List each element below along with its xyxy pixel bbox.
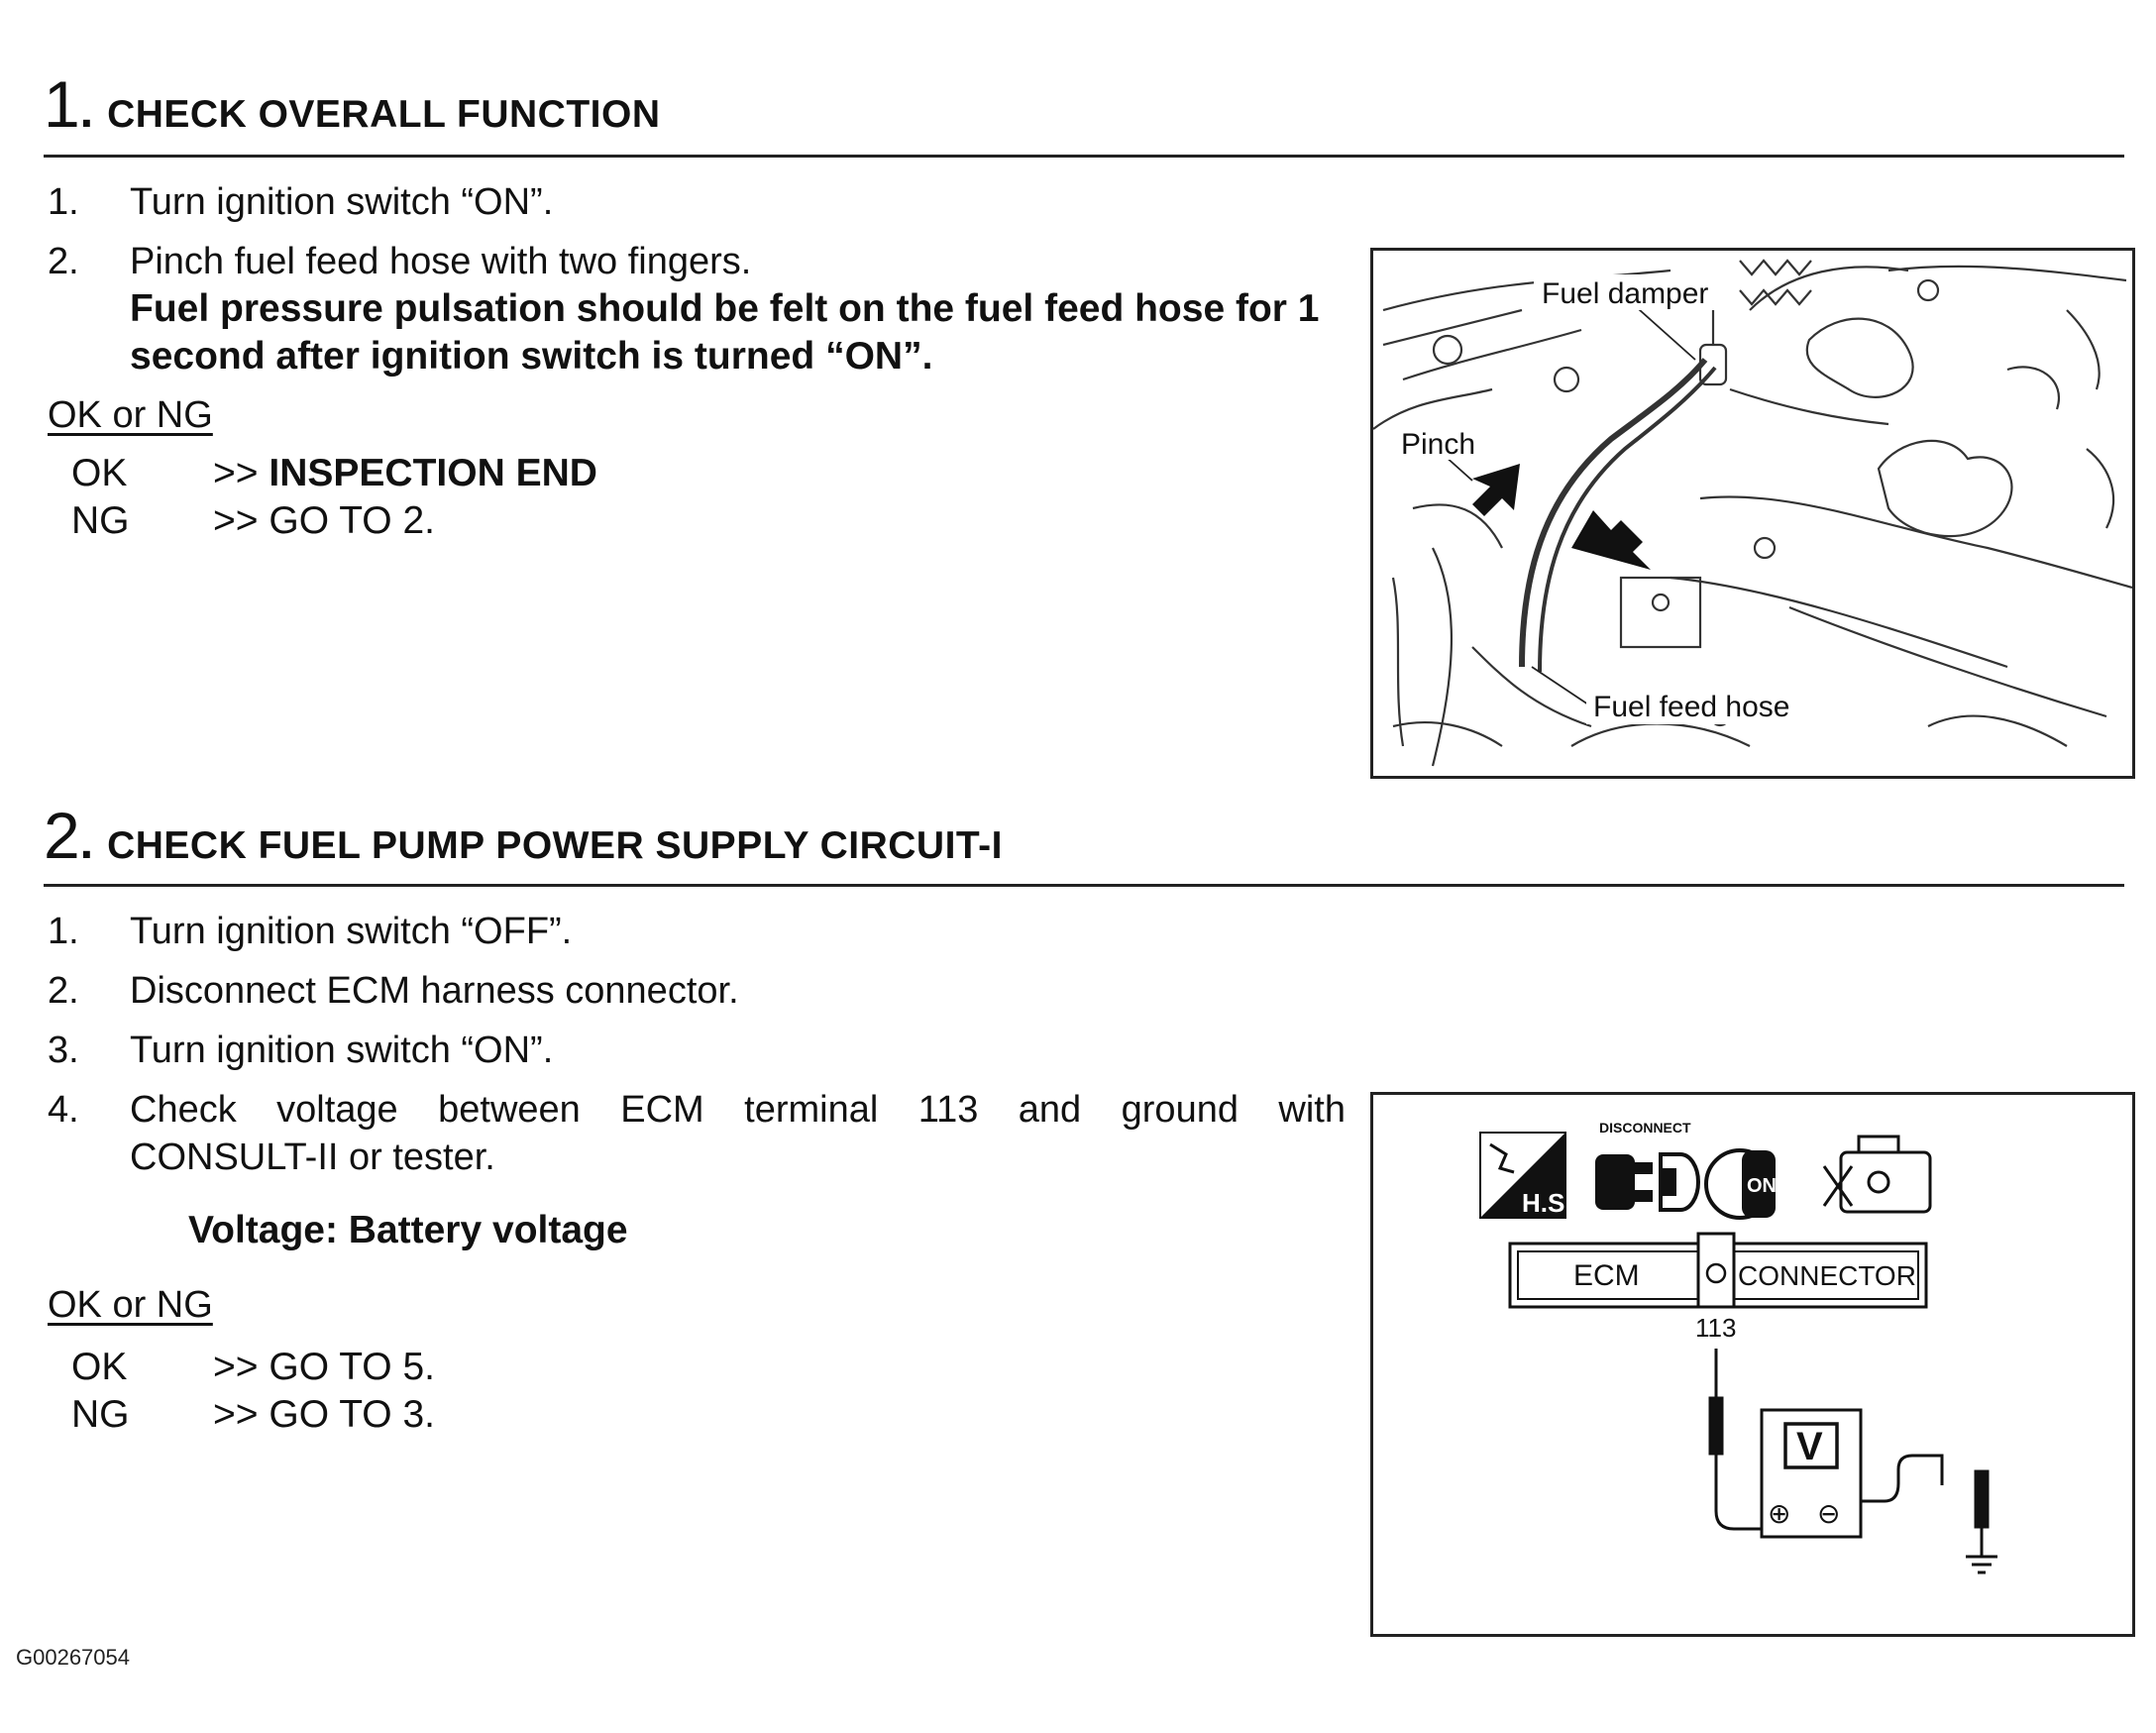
step-text: Pinch fuel feed hose with two fingers. [130, 241, 752, 282]
section-2-title: CHECK FUEL PUMP POWER SUPPLY CIRCUIT-I [107, 824, 1003, 867]
connector-label: CONNECTOR [1738, 1260, 1916, 1291]
hs-label: H.S. [1522, 1188, 1572, 1218]
step-text: Turn ignition switch “OFF”. [130, 911, 573, 952]
engine-icon [1824, 1137, 1930, 1212]
section-1-ok-or-ng: OK or NG [48, 394, 213, 436]
section-2-dot: . [79, 816, 94, 869]
step-text-line-2: CONSULT-II or tester. [130, 1137, 495, 1178]
label-fuel-damper: Fuel damper [1542, 277, 1709, 310]
voltage-spec: Voltage: Battery voltage [188, 1209, 628, 1251]
result-key: NG [71, 499, 130, 542]
step-text: Turn ignition switch “ON”. [130, 1029, 554, 1071]
step-number: 2. [48, 241, 79, 282]
section-1-divider [44, 155, 2124, 158]
result-arrow: >> [213, 1393, 270, 1436]
result-value: GO TO 5. [269, 1346, 436, 1388]
step-text-line-1: Check voltage between ECM terminal 113 and ground with [130, 1089, 1346, 1131]
engine-bay-illustration [1373, 251, 2132, 776]
step-important-note: Fuel pressure pulsation should be felt on the fuel feed hose for 1 second after ignition switch is turned “ON”. [130, 287, 1320, 378]
label-pinch: Pinch [1401, 428, 1476, 461]
result-arrow: >> [213, 499, 270, 542]
fuel-feed-hose-figure [1370, 248, 2135, 779]
section-2-result-ok [71, 1344, 435, 1391]
step-number: 2. [48, 970, 79, 1012]
ecm-connector [1510, 1234, 1926, 1307]
step-number: 1. [48, 911, 79, 952]
minus-terminal: ⊖ [1817, 1497, 1841, 1530]
step-number: 4. [48, 1089, 79, 1131]
result-arrow: >> [213, 1346, 270, 1388]
on-label: ON [1747, 1175, 1777, 1197]
disconnect-label: DISCONNECT [1599, 1120, 1691, 1136]
result-value: INSPECTION END [269, 452, 597, 494]
section-2-ok-or-ng: OK or NG [48, 1284, 213, 1326]
result-value: GO TO 2. [269, 499, 436, 542]
tester-wiring [1710, 1349, 1997, 1572]
result-arrow: >> [213, 452, 270, 494]
section-1-title: CHECK OVERALL FUNCTION [107, 93, 661, 136]
ignition-on-icon [1706, 1150, 1777, 1218]
section-2-divider [44, 884, 2124, 887]
step-text: Turn ignition switch “ON”. [130, 181, 554, 223]
section-2-number: 2 [44, 799, 80, 872]
figure-code: G00267054 [16, 1645, 130, 1670]
result-value: GO TO 3. [269, 1393, 436, 1436]
result-key: OK [71, 1346, 128, 1388]
result-key: NG [71, 1393, 130, 1436]
voltage-check-figure [1370, 1092, 2135, 1637]
terminal-number: 113 [1695, 1313, 1737, 1343]
section-1-dot: . [79, 85, 94, 138]
section-2-heading [44, 799, 1003, 872]
section-2-result-ng [71, 1391, 435, 1439]
meter-v-label: V [1796, 1425, 1823, 1468]
section-1-heading [44, 67, 661, 141]
voltage-check-diagram [1373, 1095, 2132, 1634]
label-fuel-feed-hose: Fuel feed hose [1593, 691, 1790, 723]
plus-terminal: ⊕ [1768, 1497, 1791, 1530]
section-1-result-ng [71, 497, 435, 545]
step-number: 3. [48, 1029, 79, 1071]
result-key: OK [71, 452, 128, 494]
section-2-step-4 [48, 1086, 1346, 1185]
section-1-number: 1 [44, 67, 80, 141]
ecm-label: ECM [1573, 1259, 1640, 1292]
step-number: 1. [48, 181, 79, 223]
disconnect-icon [1595, 1120, 1698, 1210]
step-text: Disconnect ECM harness connector. [130, 970, 739, 1012]
section-1-result-ok [71, 450, 597, 497]
harness-side-icon [1480, 1133, 1572, 1218]
section-1-step-2 [48, 238, 1346, 377]
